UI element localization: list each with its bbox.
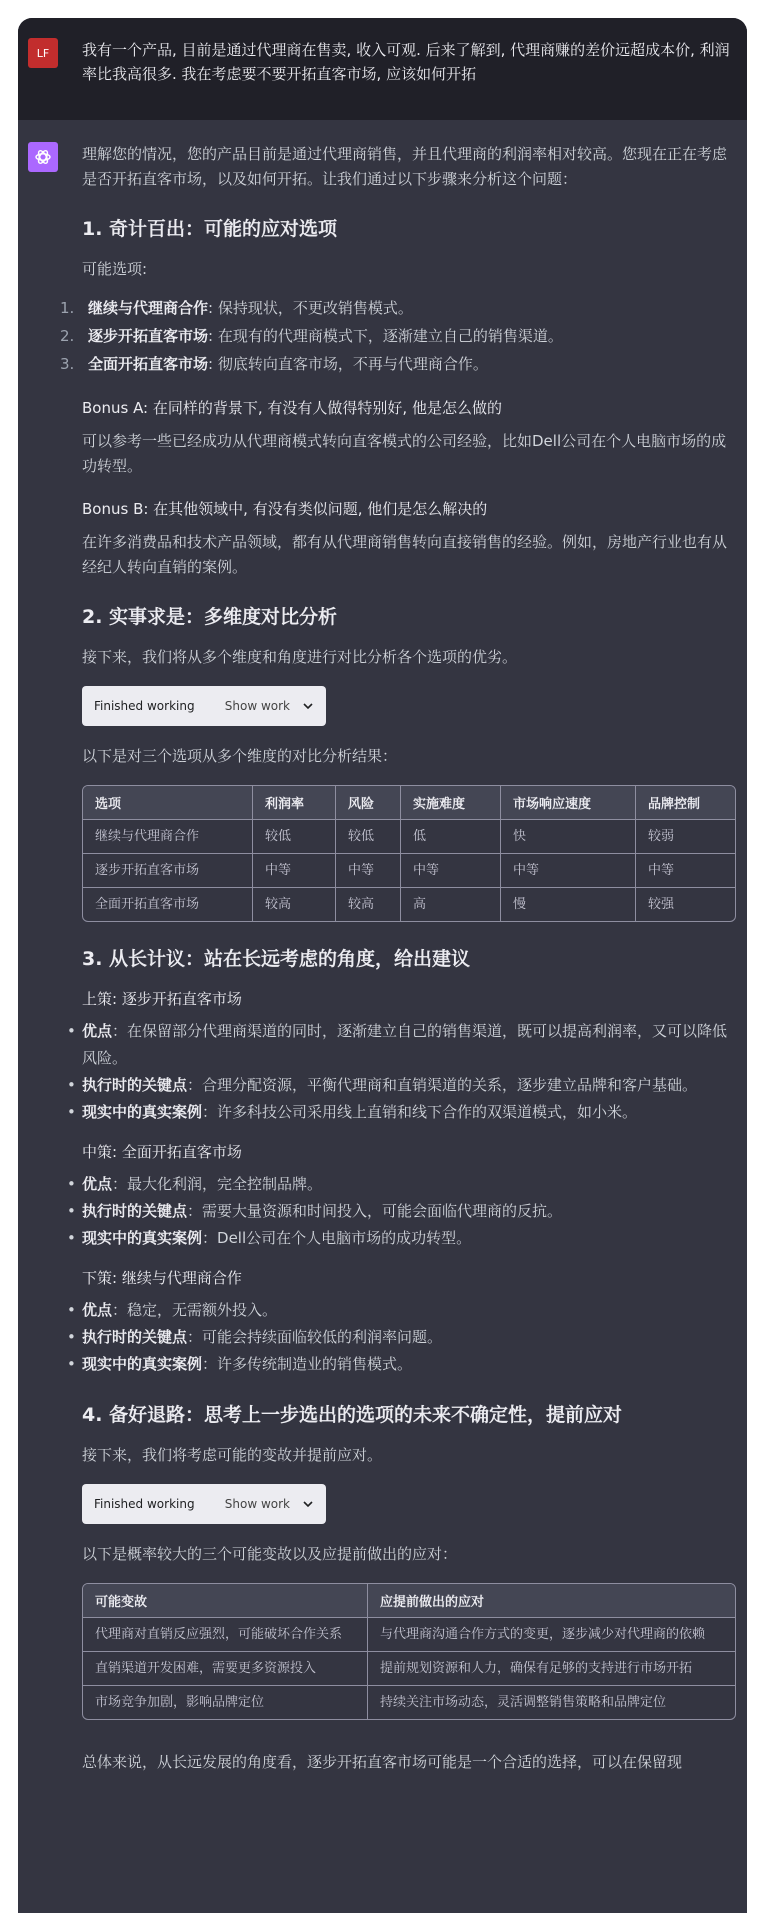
table-cell: 直销渠道开发困难，需要更多资源投入 (83, 1652, 368, 1686)
comparison-table (82, 785, 736, 922)
table-row (83, 1618, 735, 1652)
table-cell: 继续与代理商合作 (83, 820, 253, 854)
finished-working-label: Finished working (94, 699, 195, 713)
section-2-after: 以下是对三个选项从多个维度的对比分析结果： (82, 747, 398, 765)
section-3-title: 3. 从长计议：站在长远考虑的角度，给出建议 (82, 948, 471, 970)
table-header-cell: 可能变故 (83, 1584, 368, 1618)
table-header-cell: 品牌控制 (636, 786, 735, 820)
show-work-button[interactable] (82, 1484, 326, 1524)
bonus-b-title: Bonus B: 在其他领域中, 有没有类似问题, 他们是怎么解决的 (82, 500, 488, 518)
table-cell: 代理商对直销反应强烈，可能破坏合作关系 (83, 1618, 368, 1652)
list-item: • 执行时的关键点：可能会持续面临较低的利润率问题。 (67, 1328, 443, 1346)
bonus-a-title: Bonus A: 在同样的背景下, 有没有人做得特别好, 他是怎么做的 (82, 399, 502, 417)
table-header-cell: 实施难度 (401, 786, 501, 820)
table-header-cell: 选项 (83, 786, 253, 820)
bonus-b-text: 在许多消费品和技术产品领域，都有从代理商销售转向直接销售的经验。例如，房地产行业也有从经纪人转向直销的案例。 (82, 533, 728, 576)
plan-title: 下策: 继续与代理商合作 (82, 1269, 242, 1287)
table-cell: 逐步开拓直客市场 (83, 854, 253, 888)
table-row (83, 888, 735, 921)
section-4-intro: 接下来，我们将考虑可能的变故并提前应对。 (82, 1446, 383, 1464)
section-4-after: 以下是概率较大的三个可能变故以及应提前做出的应对： (82, 1545, 458, 1563)
user-avatar: LF (28, 38, 58, 68)
plan-title: 上策: 逐步开拓直客市场 (82, 990, 242, 1008)
finished-working-label: Finished working (94, 1497, 195, 1511)
user-message-text: 我有一个产品, 目前是通过代理商在售卖, 收入可观. 后来了解到, 代理商赚的差价远超成本价, 利润率比我高很多. 我在考虑要不要开拓直客市场, 应该如何开拓 (82, 41, 730, 83)
table-cell: 低 (401, 820, 501, 854)
assistant-message (18, 120, 747, 1775)
user-message (18, 18, 747, 120)
table-cell: 慢 (501, 888, 636, 921)
table-cell: 较强 (648, 897, 675, 912)
list-item: 1. 继续与代理商合作: 保持现状，不更改销售模式。 (60, 299, 413, 317)
plan-list (67, 1018, 736, 1126)
section-2-title: 2. 实事求是：多维度对比分析 (82, 606, 338, 628)
table-row (83, 1686, 735, 1719)
contingency-table (82, 1583, 736, 1720)
assistant-intro: 理解您的情况，您的产品目前是通过代理商销售，并且代理商的利润率相对较高。您现在正在考虑是否开拓直客市场，以及如何开拓。让我们通过以下步骤来分析这个问题： (82, 145, 728, 188)
table-cell: 较低 (253, 820, 336, 854)
assistant-content (60, 142, 736, 1775)
list-item: • 现实中的真实案例：许多科技公司采用线上直销和线下合作的双渠道模式，如小米。 (67, 1103, 638, 1121)
table-cell: 快 (501, 820, 636, 854)
section-2-intro: 接下来，我们将从多个维度和角度进行对比分析各个选项的优劣。 (82, 648, 518, 666)
table-cell: 市场竞争加剧，影响品牌定位 (83, 1686, 368, 1719)
list-item: 2. 逐步开拓直客市场: 在现有的代理商模式下，逐渐建立自己的销售渠道。 (60, 327, 563, 345)
plan-list (67, 1297, 736, 1378)
table-cell: 较高 (253, 888, 336, 921)
show-work-label: Show work (224, 699, 290, 713)
chevron-down-icon (302, 1498, 314, 1510)
chevron-down-icon (302, 700, 314, 712)
table-cell: 高 (401, 888, 501, 921)
options-list (60, 294, 736, 378)
options-label: 可能选项: (82, 260, 148, 278)
table-cell: 中等 (336, 854, 401, 888)
conclusion-text: 总体来说，从长远发展的角度看，逐步开拓直客市场可能是一个合适的选择，可以在保留现 (82, 1753, 683, 1771)
list-item: • 现实中的真实案例：许多传统制造业的销售模式。 (67, 1355, 413, 1373)
chat-window (18, 18, 747, 1913)
list-item: 3. 全面开拓直客市场: 彻底转向直客市场，不再与代理商合作。 (60, 355, 488, 373)
table-header-cell: 风险 (336, 786, 401, 820)
table-header-row (83, 786, 735, 820)
bonus-a-text: 可以参考一些已经成功从代理商模式转向直客模式的公司经验，比如Dell公司在个人电脑市场的成功转型。 (82, 432, 727, 475)
table-cell: 与代理商沟通合作方式的变更，逐步减少对代理商的依赖 (368, 1618, 735, 1652)
list-item: • 执行时的关键点：合理分配资源，平衡代理商和直销渠道的关系，逐步建立品牌和客户基础。 (67, 1076, 698, 1094)
show-work-label: Show work (224, 1497, 290, 1511)
list-item: • 现实中的真实案例：Dell公司在个人电脑市场的成功转型。 (67, 1229, 472, 1247)
plan-title: 中策: 全面开拓直客市场 (82, 1143, 242, 1161)
table-row (83, 854, 735, 888)
section-4-title: 4. 备好退路：思考上一步选出的选项的未来不确定性，提前应对 (82, 1404, 623, 1426)
table-header-cell: 市场响应速度 (501, 786, 636, 820)
section-1-title: 1. 奇计百出：可能的应对选项 (82, 218, 338, 240)
table-header-row (83, 1584, 735, 1618)
table-header-cell: 利润率 (253, 786, 336, 820)
table-cell: 全面开拓直客市场 (83, 888, 253, 921)
list-item: • 执行时的关键点：需要大量资源和时间投入，可能会面临代理商的反抗。 (67, 1202, 563, 1220)
openai-logo-icon-svg (33, 147, 53, 167)
list-item: • 优点：在保留部分代理商渠道的同时，逐渐建立自己的销售渠道，既可以提高利润率，又可以降低风险。 (67, 1022, 728, 1067)
table-cell: 提前规划资源和人力，确保有足够的支持进行市场开拓 (368, 1652, 735, 1686)
table-header-cell: 应提前做出的应对 (368, 1584, 735, 1618)
table-cell: 较低 (336, 820, 401, 854)
list-item: • 优点：稳定，无需额外投入。 (67, 1301, 278, 1319)
show-work-button[interactable] (82, 686, 326, 726)
table-cell: 较高 (336, 888, 401, 921)
openai-logo-icon (28, 142, 58, 172)
table-cell: 中等 (636, 854, 735, 888)
table-cell: 较弱 (636, 820, 735, 854)
plan-list (67, 1171, 736, 1252)
table-cell: 中等 (253, 854, 336, 888)
list-item: • 优点：最大化利润，完全控制品牌。 (67, 1175, 323, 1193)
table-row (83, 1652, 735, 1686)
table-cell: 中等 (501, 854, 636, 888)
table-row (83, 820, 735, 854)
table-cell: 中等 (401, 854, 501, 888)
table-cell: 持续关注市场动态，灵活调整销售策略和品牌定位 (380, 1695, 667, 1710)
